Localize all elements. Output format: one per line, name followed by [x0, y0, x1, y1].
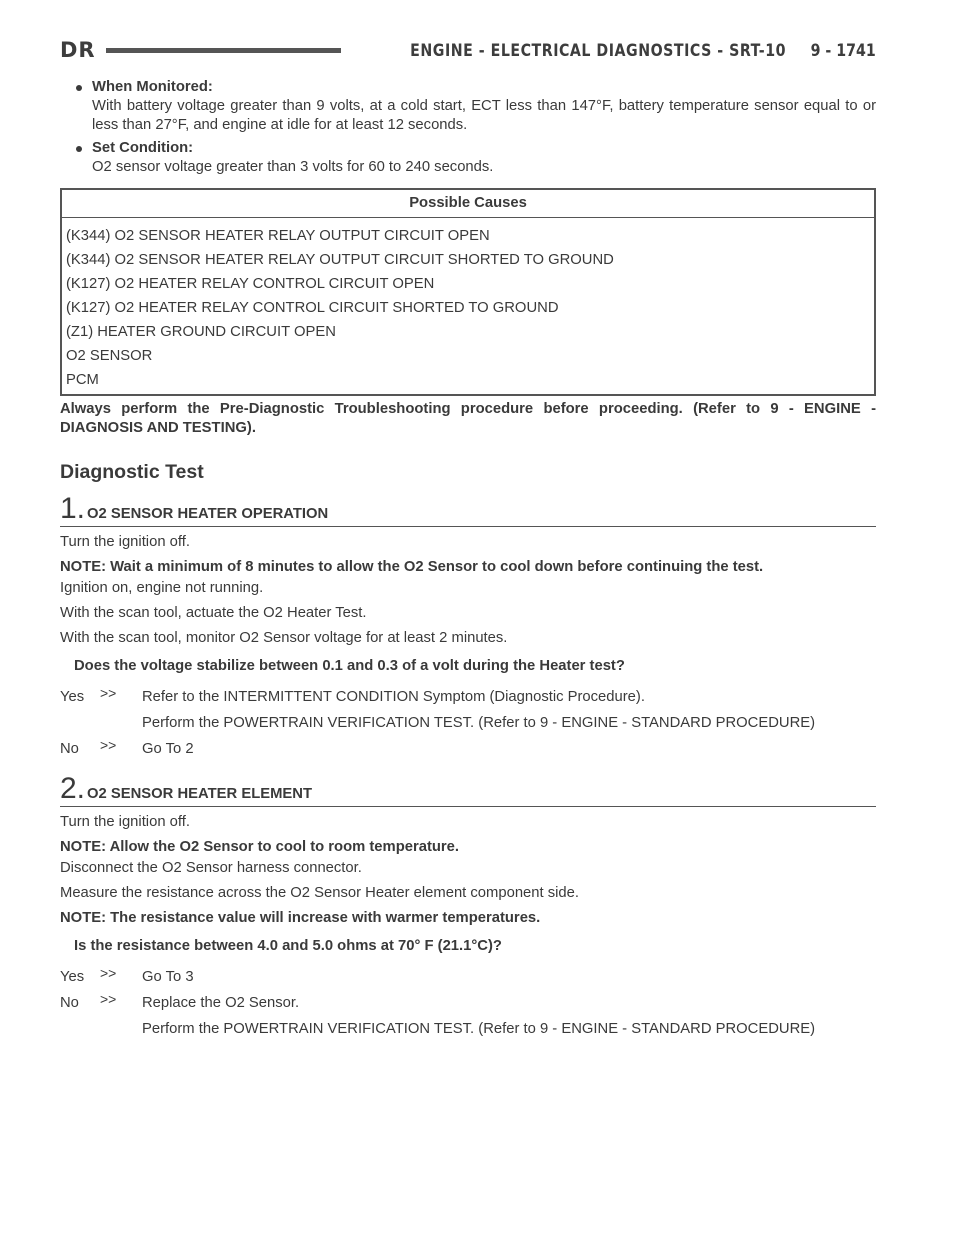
step-number: 2.: [60, 772, 86, 805]
page-header: [60, 38, 876, 62]
step-note: NOTE: Wait a minimum of 8 minutes to allow the O2 Sensor to cool down before continuing the test.: [60, 559, 764, 575]
when-monitored-label: When Monitored:: [92, 79, 213, 95]
page-content: [60, 78, 876, 1046]
header-page-number: 9 - 1741: [810, 40, 876, 60]
possible-causes-header: Possible Causes: [62, 190, 874, 218]
cause-item: PCM: [66, 372, 99, 388]
step-instruction: Turn the ignition off.: [60, 534, 190, 550]
step-title: O2 SENSOR HEATER ELEMENT: [87, 786, 313, 802]
answer-yes-body: [142, 968, 194, 994]
set-condition-label: Set Condition:: [92, 140, 194, 156]
answer-yes-label: Yes: [60, 969, 85, 985]
cause-item: (K127) O2 HEATER RELAY CONTROL CIRCUIT SHORTED TO GROUND: [66, 300, 559, 316]
answer-action: Go To 2: [142, 741, 194, 757]
header-section-title: ENGINE - ELECTRICAL DIAGNOSTICS - SRT-10: [410, 40, 787, 60]
step-instruction: Ignition on, engine not running.: [60, 580, 264, 596]
step-instruction: With the scan tool, monitor O2 Sensor voltage for at least 2 minutes.: [60, 630, 508, 646]
arrow-icon: >>: [100, 685, 117, 701]
diagnostic-test-heading: Diagnostic Test: [60, 461, 204, 483]
bullet-icon: [76, 146, 82, 152]
cause-item: (Z1) HEATER GROUND CIRCUIT OPEN: [66, 324, 336, 340]
step-1-heading: [60, 494, 876, 527]
answer-no: [60, 737, 876, 766]
answer-action: Replace the O2 Sensor.: [142, 995, 300, 1011]
possible-causes-table: [60, 188, 876, 396]
when-monitored-item: [60, 78, 876, 135]
step-note: NOTE: The resistance value will increase with warmer temperatures.: [60, 910, 541, 926]
step-instruction: Disconnect the O2 Sensor harness connector.: [60, 860, 362, 876]
cause-item: (K344) O2 SENSOR HEATER RELAY OUTPUT CIRCUIT OPEN: [66, 228, 490, 244]
bullet-icon: [76, 85, 82, 91]
answer-no-label: No: [60, 995, 79, 1011]
cause-item: O2 SENSOR: [66, 348, 153, 364]
step-question: Does the voltage stabilize between 0.1 and 0.3 of a volt during the Heater test?: [74, 658, 625, 674]
step-number: 1.: [60, 492, 86, 525]
step-instruction: Turn the ignition off.: [60, 814, 190, 830]
header-rule: [106, 48, 342, 53]
header-model-code: DR: [60, 38, 96, 62]
arrow-icon: >>: [100, 965, 117, 981]
step-title: O2 SENSOR HEATER OPERATION: [87, 506, 329, 522]
step-note: NOTE: Allow the O2 Sensor to cool to room temperature.: [60, 839, 460, 855]
step-2-heading: [60, 774, 876, 807]
answer-no-label: No: [60, 741, 79, 757]
answer-yes-body: [142, 688, 815, 740]
cause-item: (K344) O2 SENSOR HEATER RELAY OUTPUT CIRCUIT SHORTED TO GROUND: [66, 252, 614, 268]
set-condition-text: O2 sensor voltage greater than 3 volts for 60 to 240 seconds.: [92, 159, 494, 175]
answer-yes: [60, 965, 876, 994]
answer-no: [60, 991, 876, 1046]
answer-action: Go To 3: [142, 969, 194, 985]
answer-no-body: [142, 994, 815, 1046]
pre-diagnostic-note: Always perform the Pre-Diagnostic Troubleshooting procedure before proceeding. (Refer to 9 - ENGINE - DIAGNOSIS AND TESTING).: [60, 401, 876, 436]
step-instruction: With the scan tool, actuate the O2 Heater Test.: [60, 605, 367, 621]
cause-item: (K127) O2 HEATER RELAY CONTROL CIRCUIT OPEN: [66, 276, 435, 292]
step-question: Is the resistance between 4.0 and 5.0 ohms at 70° F (21.1°C)?: [74, 938, 502, 954]
set-condition-item: [60, 139, 876, 177]
answer-action: Refer to the INTERMITTENT CONDITION Symptom (Diagnostic Procedure).: [142, 689, 645, 705]
answer-action: Perform the POWERTRAIN VERIFICATION TEST. (Refer to 9 - ENGINE - STANDARD PROCEDURE): [142, 1021, 816, 1037]
answer-action: Perform the POWERTRAIN VERIFICATION TEST. (Refer to 9 - ENGINE - STANDARD PROCEDURE): [142, 715, 816, 731]
answer-no-body: [142, 740, 194, 766]
answer-yes-label: Yes: [60, 689, 85, 705]
possible-causes-list: [62, 218, 874, 394]
step-instruction: Measure the resistance across the O2 Sensor Heater element component side.: [60, 885, 579, 901]
arrow-icon: >>: [100, 991, 117, 1007]
when-monitored-text: With battery voltage greater than 9 volts, at a cold start, ECT less than 147°F, battery temperature sensor equal to or less than 27°F, and engine at idle for at least 12 seconds.: [92, 98, 876, 133]
arrow-icon: >>: [100, 737, 117, 753]
answer-yes: [60, 685, 876, 740]
